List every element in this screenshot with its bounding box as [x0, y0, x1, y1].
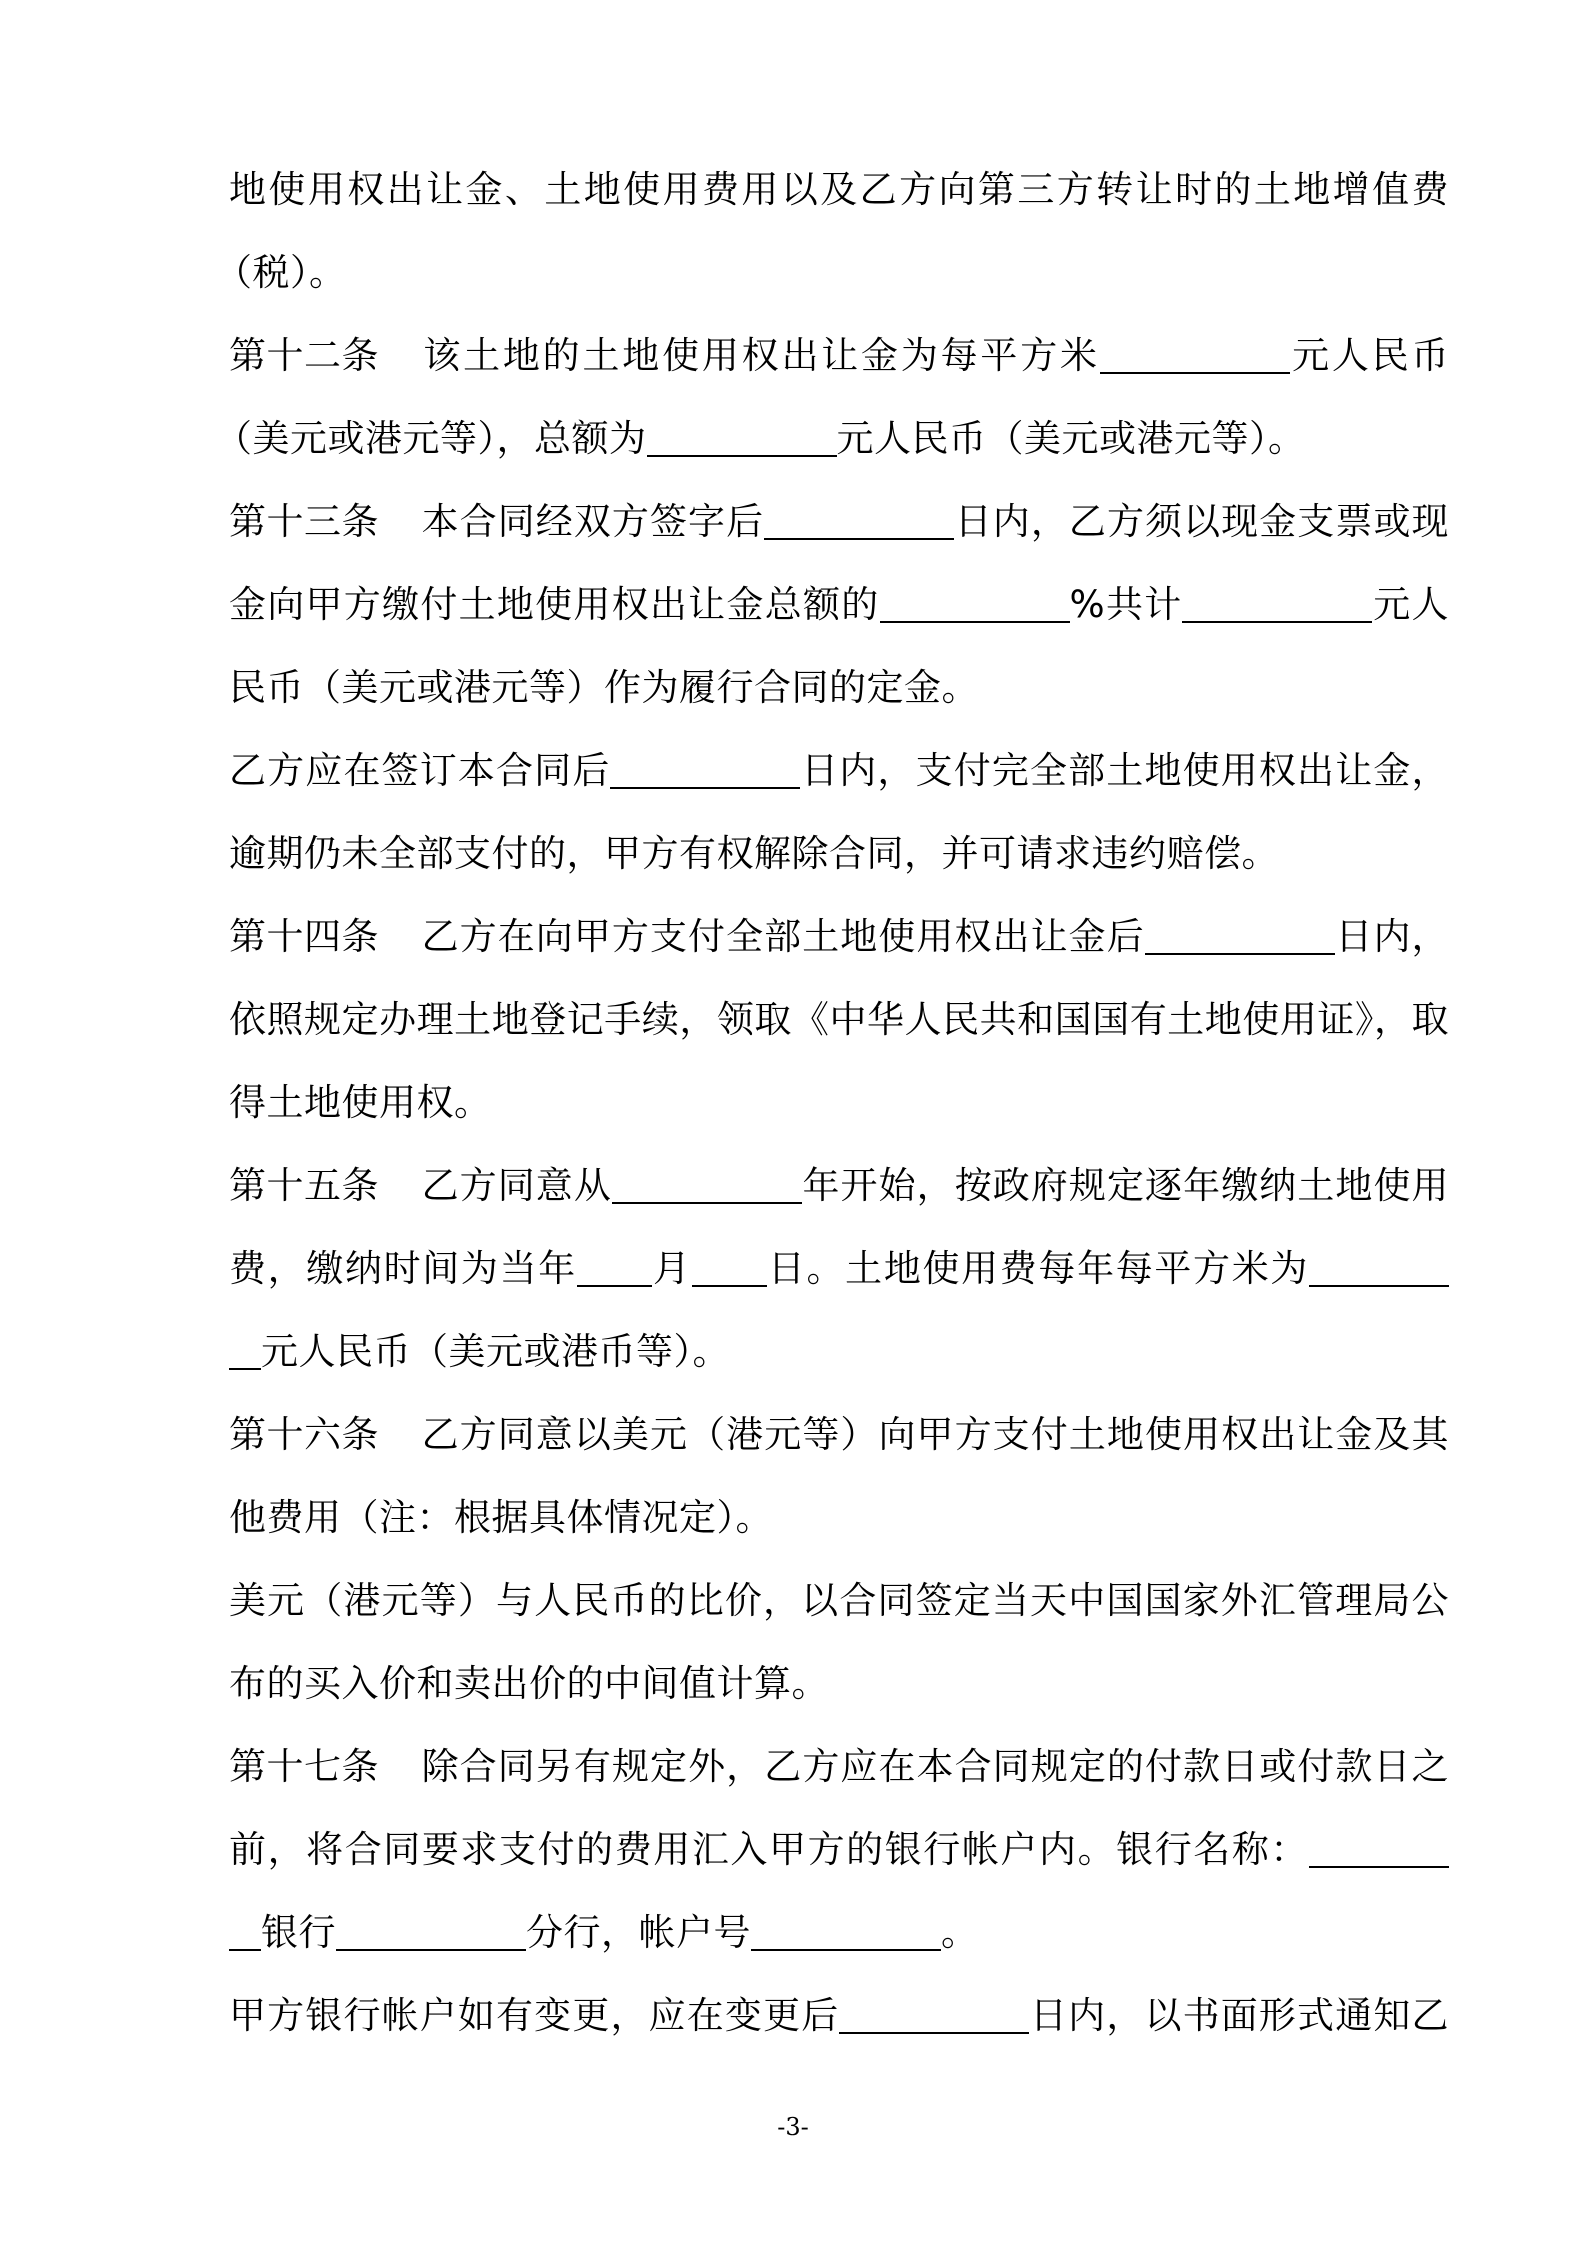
article-14-line [229, 895, 1449, 978]
text-line [229, 1974, 1449, 2057]
line-text: 日内， [1334, 915, 1450, 958]
article-15-line [229, 1144, 1449, 1227]
text-line [229, 1891, 1449, 1974]
line-text: 他费用（注：根据具体情况定）。 [229, 1496, 773, 1539]
fill-in-blank [229, 1334, 261, 1370]
text-line [229, 1559, 1449, 1642]
text-line [229, 563, 1449, 646]
line-text: （美元或港元等），总额为 [215, 417, 647, 460]
article-number: 第十三条 [229, 500, 379, 543]
fill-in-blank [692, 1251, 767, 1287]
text-line [229, 729, 1449, 812]
fill-in-blank [612, 1168, 802, 1204]
line-text: 布的买入价和卖出价的中间值计算。 [229, 1662, 829, 1705]
line-text: 年开始，按政府规定逐年缴纳土地使用 [801, 1164, 1450, 1207]
line-text: 元人民币（美元或港币等）。 [261, 1330, 730, 1373]
line-text: 地使用权出让金、土地使用费用以及乙方向第三方转让时的土地增值费 [229, 168, 1449, 211]
line-text: %共计 [1069, 583, 1183, 626]
line-text: 民币（美元或港元等）作为履行合同的定金。 [229, 666, 979, 709]
line-text: 本合同经双方签字后 [421, 500, 765, 543]
line-text: 元人 [1372, 583, 1449, 626]
line-text: 乙方在向甲方支付全部土地使用权出让金后 [421, 915, 1145, 958]
fill-in-blank [229, 1915, 261, 1951]
line-text: 乙方同意从 [421, 1164, 612, 1207]
text-line [215, 397, 1449, 480]
article-17-line [229, 1725, 1449, 1808]
article-number: 第十五条 [229, 1164, 379, 1207]
text-line [229, 1476, 1449, 1559]
article-16-line [229, 1393, 1449, 1476]
line-text: 银行 [261, 1911, 336, 1954]
text-line [215, 231, 1449, 314]
text-line [229, 1642, 1449, 1725]
text-line [229, 978, 1449, 1061]
line-text: 元人民币（美元或港元等）。 [836, 417, 1306, 460]
contract-page-body [215, 148, 1450, 2057]
line-text: 甲方银行帐户如有变更，应在变更后 [229, 1994, 840, 2037]
text-line [229, 1808, 1449, 1891]
line-text: 费，缴纳时间为当年 [229, 1247, 577, 1290]
line-text: （税）。 [215, 251, 347, 294]
line-text: 日。土地使用费每年每平方米为 [766, 1247, 1310, 1290]
line-text: 美元（港元等）与人民币的比价，以合同签定当天中国国家外汇管理局公 [229, 1579, 1449, 1622]
text-line [229, 1061, 1449, 1144]
line-text: 月 [651, 1247, 692, 1290]
fill-in-blank [880, 587, 1070, 623]
text-line [229, 148, 1449, 231]
line-text: 日内，乙方须以现金支票或现 [954, 500, 1450, 543]
line-text: 元人民币 [1289, 334, 1450, 377]
line-text: 金向甲方缴付土地使用权出让金总额的 [229, 583, 880, 626]
line-text: 分行，帐户号 [526, 1911, 751, 1954]
line-text: 。 [941, 1911, 979, 1954]
fill-in-blank [1100, 338, 1290, 374]
article-13-line [229, 480, 1449, 563]
line-text: 日内，以书面形式通知乙 [1029, 1994, 1450, 2037]
line-text: 除合同另有规定外，乙方应在本合同规定的付款日或付款日之 [421, 1745, 1449, 1788]
line-text: 该土地的土地使用权出让金为每平方米 [421, 334, 1100, 377]
line-text: 逾期仍未全部支付的，甲方有权解除合同，并可请求违约赔偿。 [229, 832, 1279, 875]
fill-in-blank [764, 504, 954, 540]
article-12-line [229, 314, 1449, 397]
article-number: 第十四条 [229, 915, 379, 958]
fill-in-blank [839, 1998, 1029, 2034]
text-line [229, 646, 1449, 729]
fill-in-blank [647, 421, 837, 457]
line-text: 乙方应在签订本合同后 [229, 749, 611, 792]
article-number: 第十七条 [229, 1745, 379, 1788]
line-text: 日内，支付完全部土地使用权出让金， [800, 749, 1450, 792]
article-number: 第十二条 [229, 334, 379, 377]
page-number: -3- [777, 2113, 809, 2141]
text-line [229, 1310, 1449, 1393]
line-text: 乙方同意以美元（港元等）向甲方支付土地使用权出让金及其 [421, 1413, 1449, 1456]
text-line [229, 1227, 1449, 1310]
fill-in-blank [610, 753, 800, 789]
fill-in-blank [1309, 1832, 1449, 1868]
fill-in-blank [1309, 1251, 1449, 1287]
line-text: 得土地使用权。 [229, 1081, 492, 1124]
fill-in-blank [336, 1915, 526, 1951]
text-line [229, 812, 1449, 895]
article-number: 第十六条 [229, 1413, 379, 1456]
line-text: 前，将合同要求支付的费用汇入甲方的银行帐户内。银行名称： [229, 1828, 1309, 1871]
fill-in-blank [1145, 919, 1335, 955]
fill-in-blank [577, 1251, 652, 1287]
fill-in-blank [1182, 587, 1372, 623]
fill-in-blank [751, 1915, 941, 1951]
line-text: 依照规定办理土地登记手续，领取《中华人民共和国国有土地使用证》，取 [229, 998, 1449, 1041]
